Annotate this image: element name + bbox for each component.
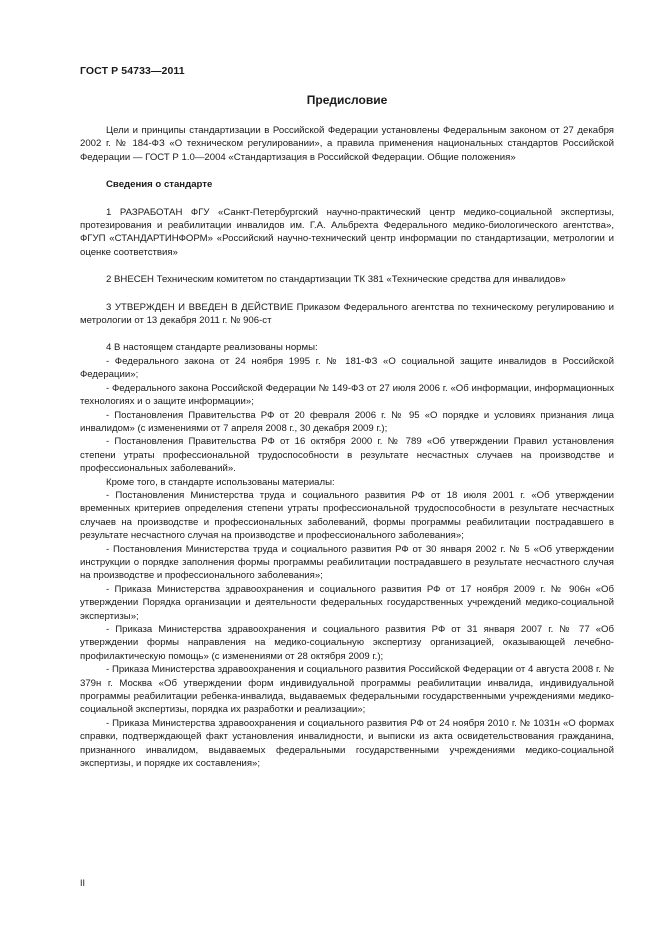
material-item: - Приказа Министерства здравоохранения и социального развития РФ от 31 января 2007 г. № 77 «Об утверждении формы направления на медико-социальную экспертизу организацией, оказывающей лечебно-профилактическую помощь» (с изменениями от 28 октября 2009 г.); [80,624,614,662]
material-item: - Приказа Министерства здравоохранения и социального развития РФ от 17 ноября 2009 г. № 906н «Об утверждении Порядка организации и деятельности федеральных государственных учреждений медико-социальной экспертизы»; [80,583,614,622]
material-item: - Приказа Министерства здравоохранения и социального развития РФ от 24 ноября 2010 г. № 1031н «О формах справки, подтверждающей факт установления инвалидности, и выписки из акта освидетельствования гражданина, признанного инвалидом, выдаваемых федеральными государственными учреждениями медико-социальной экспертизы, и порядке их составления»; [80,717,614,770]
norm-item: - Федерального закона от 24 ноября 1995 г. № 181-ФЗ «О социальной защите инвалидов в Российской Федерации»; [80,355,614,381]
item-3-paragraph: 3 УТВЕРЖДЕН И ВВЕДЕН В ДЕЙСТВИЕ Приказом Федерального агентства по техническому регулированию и метрологии от 13 декабря 2011 г. № 906-ст [80,301,614,327]
section-subtitle: Сведения о стандарте [106,179,213,191]
item-2-paragraph: 2 ВНЕСЕН Техническим комитетом по стандартизации ТК 381 «Технические средства для инвалидов» [106,274,566,286]
foreword-body [80,124,614,770]
item-4-paragraph: 4 В настоящем стандарте реализованы нормы: [106,342,318,354]
page-title: Предисловие [306,93,388,107]
material-item: - Постановления Министерства труда и социального развития РФ от 18 июля 2001 г. «Об утверждении временных критериев определения степени утраты профессиональной трудоспособности в результате несчастных случаев на производстве и профессиональных заболеваний, формы программы реабилитации пострадавшего в результате несчастного случая на производстве и профессионального заболевания»; [80,489,614,542]
norm-item: - Федерального закона Российской Федерации № 149-ФЗ от 27 июля 2006 г. «Об информации, информационных технологиях и о защите информации»; [80,382,614,408]
page-number: II [80,878,86,888]
norm-item: - Постановления Правительства РФ от 16 октября 2000 г. № 789 «Об утверждении Правил установления степени утраты профессиональной трудоспособности в результате несчастных случаев на производстве и профессиональных заболеваний». [80,436,614,475]
material-item: - Приказа Министерства здравоохранения и социального развития Российской Федерации от 4 августа 2008 г. № 379н г. Москва «Об утверждении форм индивидуальной программы реабилитации инвалида, индивидуальной программы реабилитации ребенка-инвалида, выдаваемых федеральными государственными учреждениями медико-социальной экспертизы, порядка их разработки и реализации»; [80,664,614,716]
document-code: ГОСТ Р 54733—2011 [80,65,185,77]
materials-intro: Кроме того, в стандарте использованы материалы: [106,476,335,488]
norm-item: - Постановления Правительства РФ от 20 февраля 2006 г. № 95 «О порядке и условиях признания лица инвалидом» (с изменениями от 7 апреля 2008 г., 30 декабря 2009 г.); [80,409,614,434]
material-item: - Постановления Министерства труда и социального развития РФ от 30 января 2002 г. № 5 «Об утверждении инструкции о порядке заполнения формы программы реабилитации пострадавшего в результате несчастного случая на производстве и профессионального заболевания»; [80,543,614,582]
intro-paragraph: Цели и принципы стандартизации в Российской Федерации установлены Федеральным законом от 27 декабря 2002 г. № 184-ФЗ «О техническом регулировании», а правила применения национальных стандартов Российской Федерации — ГОСТ Р 1.0—2004 «Стандартизация в Российской Федерации. Общие положения» [80,125,614,163]
item-1-paragraph: 1 РАЗРАБОТАН ФГУ «Санкт-Петербургский научно-практический центр медико-социальной экспертизы, протезирования и реабилитации инвалидов им. Г.А. Альбрехта Федерального медико-биологического агентства», ФГУП «СТАНДАРТИНФОРМ» «Российский научно-технический центр информации по стандартизации, метрологии и оценке соответствия» [80,206,614,258]
